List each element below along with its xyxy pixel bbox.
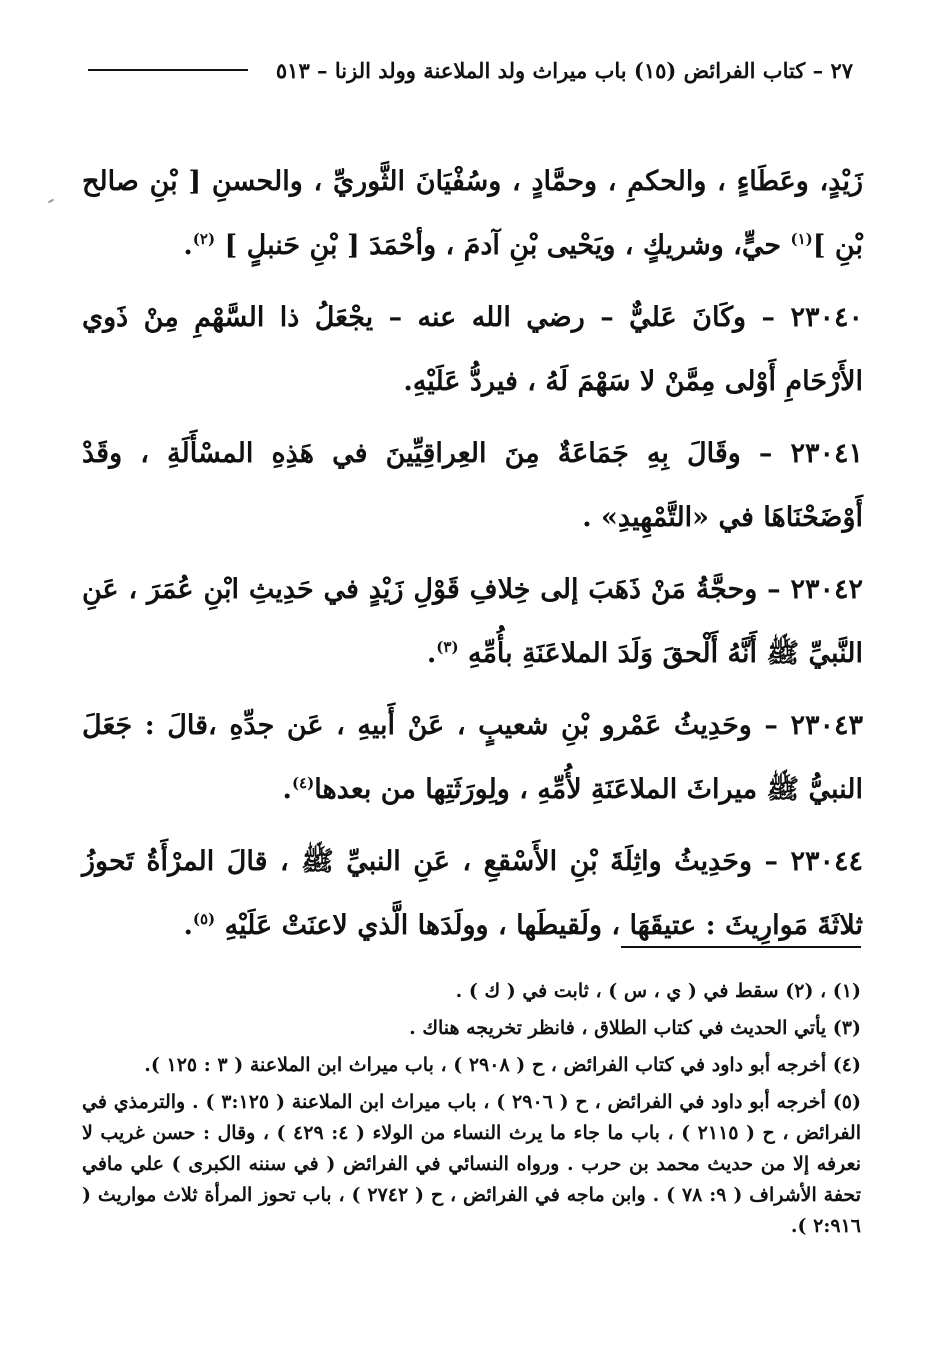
paragraph-tail: .	[183, 910, 193, 941]
paragraph-1	[82, 150, 863, 278]
footnote-5: (٥) أخرجه أبو داود في الفرائض ، ح ( ٢٩٠٦ ) ، باب ميراث ابن الملاعنة ( ٣:١٢٥ ) . والترمذي في الفرائض ، ح ( ٢١١٥ ) ، باب ما جاء ما يرث النساء من الولاء ( ٤: ٤٢٩ ) ، وقال : حسن غريب لا نعرفه إلا من حديث محمد بن حرب . ورواه النسائي في الفرائض ( في سننه الكبرى ) علي مافي تحفة الأشراف ( ٩: ٧٨ ) . وابن ماجه في الفرائض ، ح ( ٢٧٤٢ ) ، باب تحوز المرأة ثلاث مواريث ( ٢:٩١٦ ).	[82, 1091, 862, 1237]
paragraph-text: ٢٣٠٤١ – وقَالَ بِهِ جَمَاعَةٌ مِنَ العِراقِيِّينَ في هَذِهِ المسْأَلَةِ ، وقَدْ أَوْضَحْنَاهَا في «التَّمْهِيدِ» .	[82, 438, 863, 533]
paragraph-23042	[82, 558, 863, 686]
paragraph-text: ٢٣٠٤٠ – وكَانَ عَليٌّ – رضي الله عنه – يجْعَلُ ذا السَّهْمِ مِنْ ذَوي الأَرْحَامِ أَوْلى مِمَّنْ لا سَهْمَ لَهُ ، فيردُّ عَلَيْهِ.	[82, 302, 863, 397]
footnote-1-2: (١) ، (٢) سقط في ( ي ، س ) ، ثابت في ( ك ) .	[455, 980, 861, 1002]
paragraph-tail: .	[426, 638, 437, 669]
paragraph-text: ٢٣٠٤٤ – وحَدِيثُ واثِلَةَ بْنِ الأَسْقعِ ، عَنِ النبيِّ ﷺ ، قالَ المرْأَةُ تَحوزُ ثلاثَةَ مَوارِيثَ : عتيقَهَا ، ولَقيطَها ، وولَدَها الَّذي لاعنَتْ عَلَيْهِ	[82, 846, 863, 941]
footnote-3: (٣) يأتي الحديث في كتاب الطلاق ، فانظر تخريجه هناك .	[409, 1017, 861, 1039]
paragraph-tail: .	[282, 774, 292, 805]
footnote-4: (٤) أخرجه أبو داود في كتاب الفرائض ، ح ( ٢٩٠٨ ) ، باب ميراث ابن الملاعنة ( ٣ : ١٢٥ ).	[144, 1054, 861, 1076]
paragraph-text: ٢٣٠٤٢ – وحجَّةُ مَنْ ذَهَبَ إلى خِلافِ قَوْلِ زَيْدٍ في حَدِيثِ ابْنِ عُمَرَ ، عَنِ النَّبيِّ ﷺ أَنَّهُ أَلْحقَ وَلَدَ الملاعَنَةِ بأُمِّهِ	[82, 574, 863, 669]
paragraph-text: زَيْدٍ، وعَطَاءٍ ، والحكمِ ، وحمَّادٍ ، وسُفْيَانَ الثَّوريِّ ، والحسنِ [ بْنِ صالح بْنِ ]	[82, 166, 863, 261]
margin-mark	[48, 199, 54, 204]
paragraph-text: حيٍّ، وشريكٍ ، ويَحْيى بْنِ آدمَ ، وأحْمَدَ [ بْنِ حَنبلٍ ]	[224, 230, 782, 261]
footnote-ref: (٣)	[436, 638, 459, 656]
paragraph-23041	[82, 422, 863, 550]
footnote-ref: (٢)	[192, 230, 216, 248]
paragraph-23040	[82, 286, 863, 414]
footnote-ref: (١)	[790, 230, 813, 248]
paragraph-tail: .	[183, 230, 193, 261]
paragraph-23043	[82, 694, 863, 822]
footnote-rule	[621, 946, 861, 948]
header-title: ٢٧ – كتاب الفرائض (١٥) باب ميراث ولد الملاعنة وولد الزنا – ٥١٣	[275, 57, 853, 83]
paragraph-text: ٢٣٠٤٣ – وحَدِيثُ عَمْرو بْنِ شعيبٍ ، عَنْ أَبيهِ ، عَن جدِّهِ ،قالَ : جَعَلَ النبيُّ ﷺ ميراثَ الملاعَنَةِ لأُمِّهِ ، ولِورَثَتِها من بعدها	[82, 710, 863, 805]
footnote-ref: (٥)	[192, 910, 216, 928]
main-text	[82, 150, 863, 966]
footnote-ref: (٤)	[291, 774, 315, 792]
footnotes	[82, 976, 861, 1248]
header-rule	[88, 69, 248, 71]
paragraph-23044	[82, 830, 863, 958]
running-header	[88, 52, 853, 88]
